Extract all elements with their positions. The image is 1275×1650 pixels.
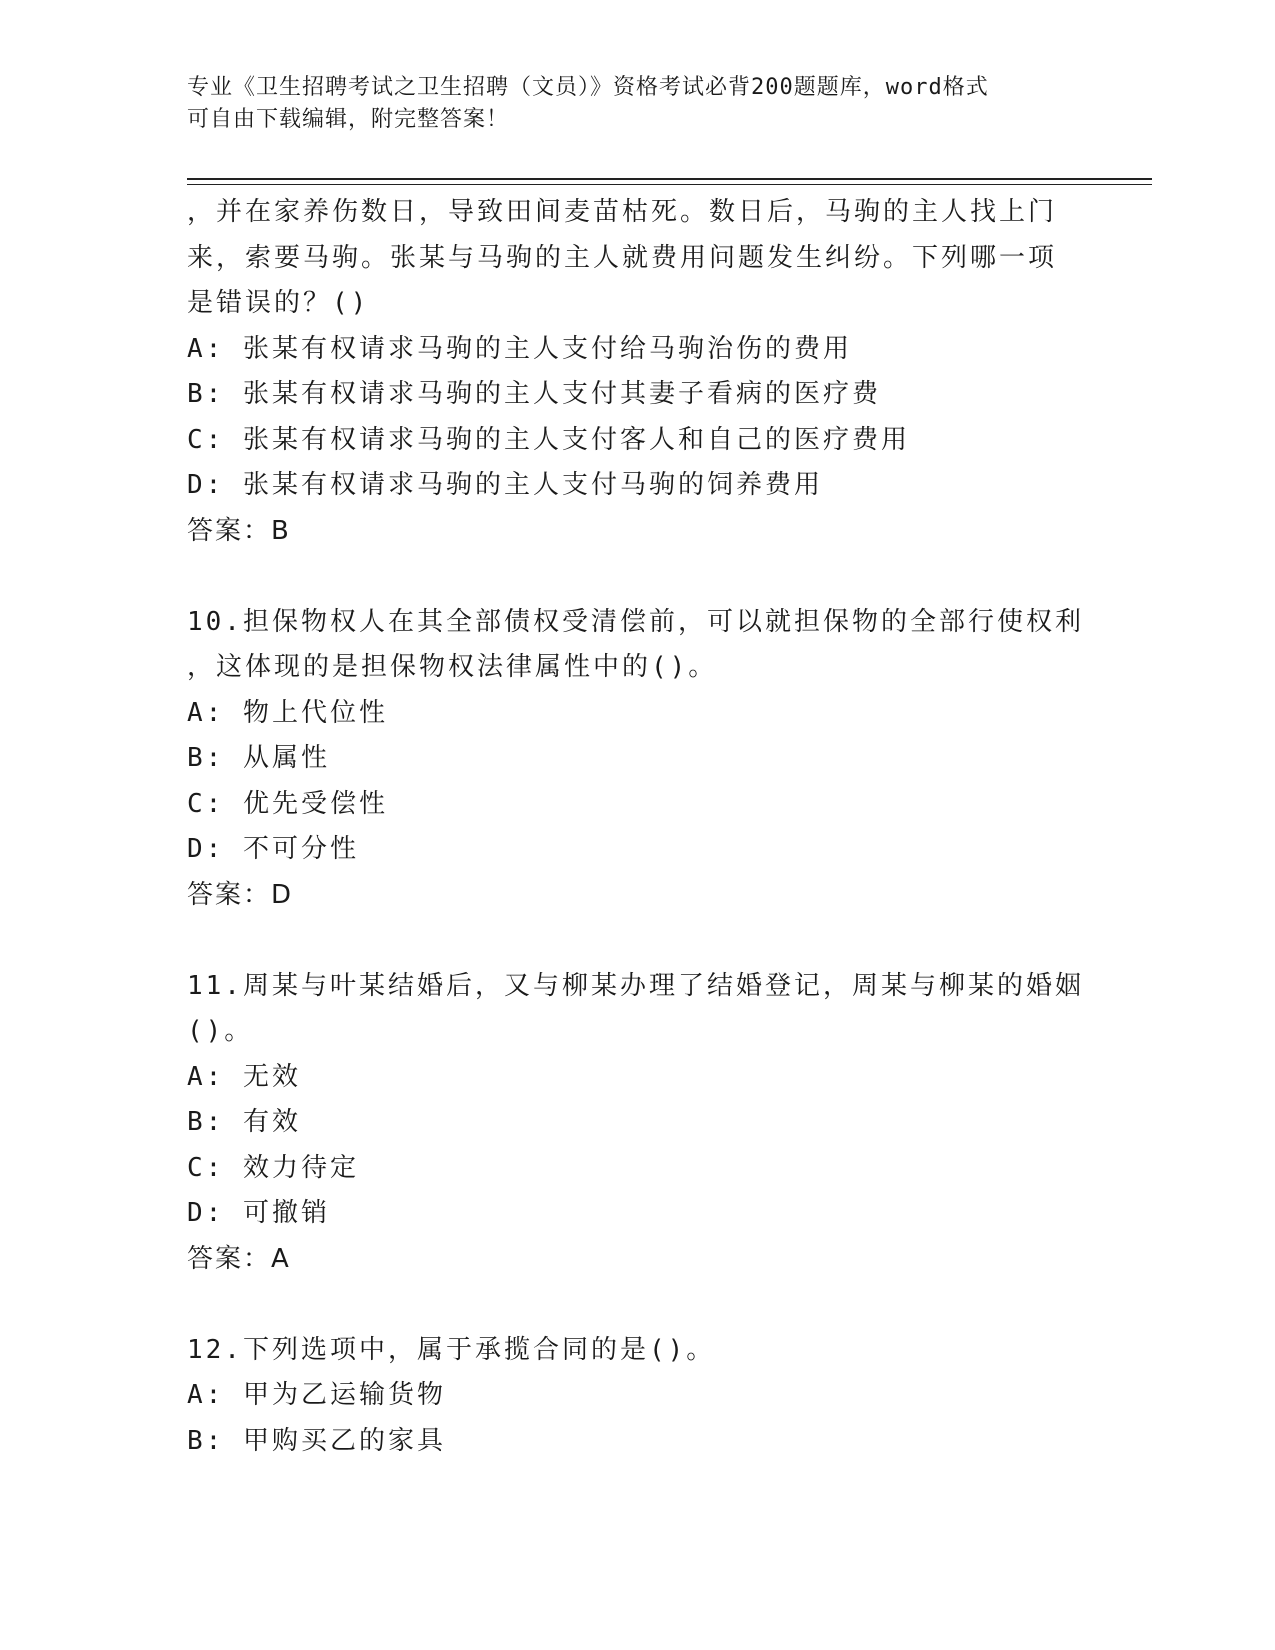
option-a: A: 张某有权请求马驹的主人支付给马驹治伤的费用 xyxy=(187,333,852,364)
question-11 xyxy=(187,964,1087,1283)
spacer xyxy=(187,1282,1087,1328)
question-text: ，并在家养伤数日，导致田间麦苗枯死。数日后，马驹的主人找上门 xyxy=(187,197,1058,227)
option-a: A: 物上代位性 xyxy=(187,697,388,728)
document-header xyxy=(187,72,1067,136)
question-list xyxy=(187,190,1087,1464)
spacer xyxy=(187,554,1087,600)
question-text: ，这体现的是担保物权法律属性中的()。 xyxy=(187,652,718,682)
option-c: C: 效力待定 xyxy=(187,1152,359,1183)
question-10 xyxy=(187,600,1087,919)
option-c: C: 优先受偿性 xyxy=(187,788,388,819)
option-b: B: 有效 xyxy=(187,1107,301,1137)
option-d: D: 不可分性 xyxy=(187,834,359,864)
option-d: D: 可撤销 xyxy=(187,1198,330,1228)
header-rule-thin xyxy=(187,184,1152,185)
answer-line: 答案：A xyxy=(187,1243,291,1274)
option-c: C: 张某有权请求马驹的主人支付客人和自己的医疗费用 xyxy=(187,424,910,455)
header-line-1: 专业《卫生招聘考试之卫生招聘（文员）》资格考试必背200题题库，word格式 xyxy=(187,75,989,100)
question-9 xyxy=(187,190,1087,554)
question-12 xyxy=(187,1328,1087,1465)
question-text: 来，索要马驹。张某与马驹的主人就费用问题发生纠纷。下列哪一项 xyxy=(187,242,1058,273)
question-text: ()。 xyxy=(187,1016,254,1046)
option-d: D: 张某有权请求马驹的主人支付马驹的饲养费用 xyxy=(187,470,823,500)
header-line-2: 可自由下载编辑，附完整答案！ xyxy=(187,107,510,132)
answer-line: 答案：B xyxy=(187,515,291,546)
question-text: 10.担保物权人在其全部债权受清偿前，可以就担保物的全部行使权利 xyxy=(187,606,1084,637)
answer-line: 答案：D xyxy=(187,879,294,910)
option-b: B: 张某有权请求马驹的主人支付其妻子看病的医疗费 xyxy=(187,379,881,409)
option-b: B: 甲购买乙的家具 xyxy=(187,1425,446,1456)
question-text: 11.周某与叶某结婚后，又与柳某办理了结婚登记，周某与柳某的婚姻 xyxy=(187,970,1084,1001)
option-a: A: 无效 xyxy=(187,1061,301,1092)
spacer xyxy=(187,918,1087,964)
option-a: A: 甲为乙运输货物 xyxy=(187,1380,446,1410)
option-b: B: 从属性 xyxy=(187,743,330,773)
question-text: 是错误的？() xyxy=(187,288,370,318)
header-rule-thick xyxy=(187,178,1152,180)
question-text: 12.下列选项中，属于承揽合同的是()。 xyxy=(187,1334,716,1365)
